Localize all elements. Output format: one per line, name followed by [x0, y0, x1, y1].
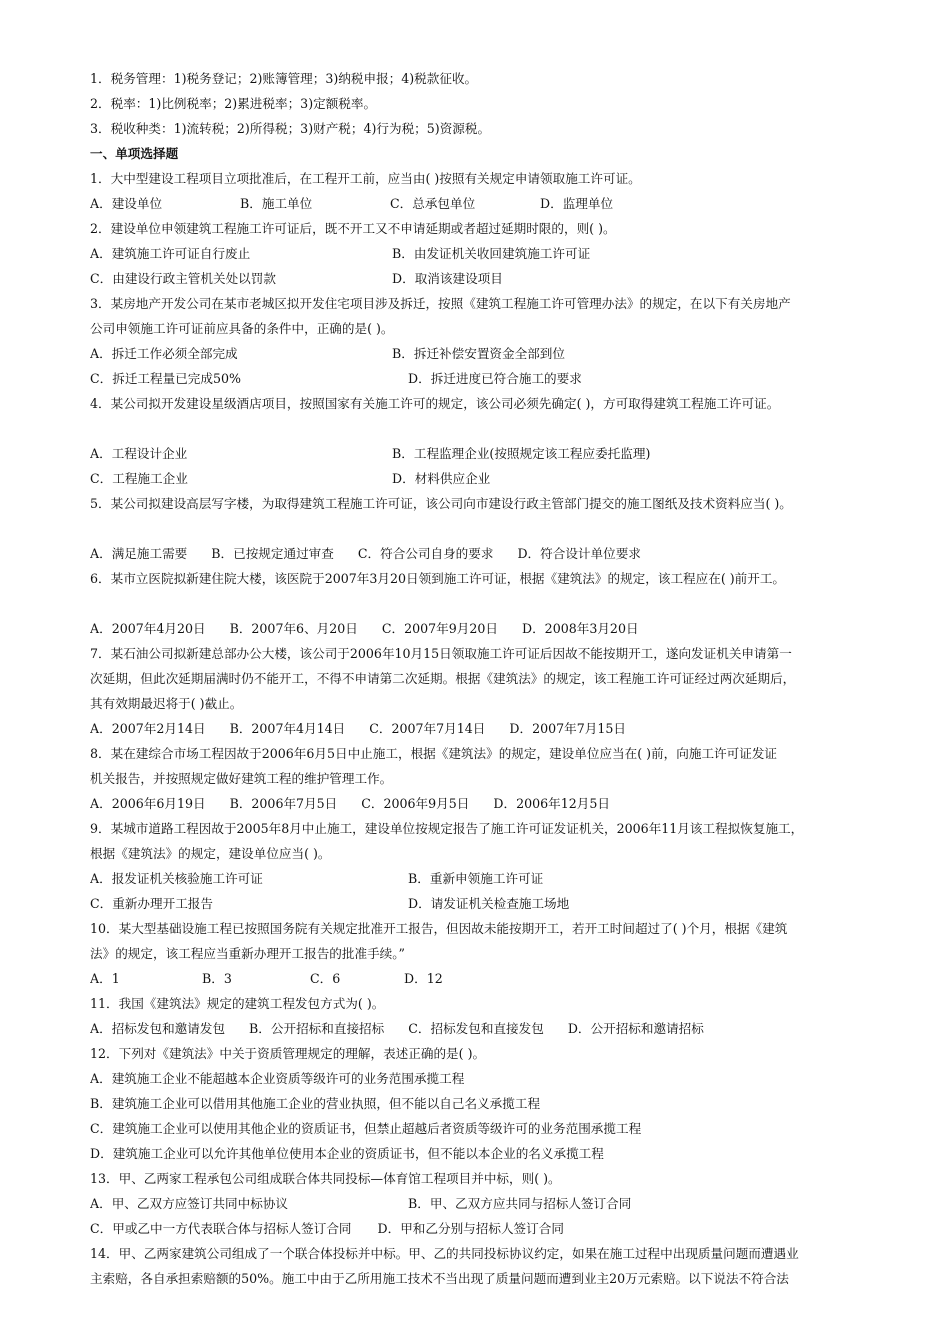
question-3-options-row-2 — [90, 366, 910, 391]
question-10-options — [90, 966, 910, 991]
option-c: C．6 — [310, 971, 341, 986]
question-1-stem: 1．大中型建设工程项目立项批准后，在工程开工前，应当由( )按照有关规定申请领取施工许可证。 — [90, 171, 641, 186]
question-7-options — [90, 716, 910, 741]
question-12-stem: 12．下列对《建筑法》中关于资质管理规定的理解，表述正确的是( )。 — [90, 1046, 486, 1061]
option-b: B．已按规定通过审查 — [211, 546, 334, 561]
option-c: C．符合公司自身的要求 — [357, 546, 494, 561]
intro-line-2: 2．税率：1)比例税率；2)累进税率；3)定额税率。 — [90, 96, 377, 111]
question-7-stem-line-1: 7．某石油公司拟新建总部办公大楼，该公司于2006年10月15日领取施工许可证后因故不能按期开工，遂向发证机关申请第一 — [90, 646, 792, 661]
question-11-options — [90, 1016, 910, 1041]
question-4-options-row-1 — [90, 441, 910, 466]
question-10-stem-line-1: 10．某大型基础设施工程已按照国务院有关规定批准开工报告，但因故未能按期开工，若开工时间超过了( )个月，根据《建筑 — [90, 921, 788, 936]
question-3-stem-line-2: 公司申领施工许可证前应具备的条件中，正确的是( )。 — [90, 321, 394, 336]
option-a: A．2007年4月20日 — [90, 621, 206, 636]
question-9-options-row-2 — [90, 891, 910, 916]
question-6-options — [90, 616, 910, 641]
option-d: D．甲和乙分别与招标人签订合同 — [377, 1221, 564, 1236]
option-c: C．2006年9月5日 — [361, 796, 470, 811]
option-b: B．2007年6、月20日 — [229, 621, 358, 636]
question-2-stem: 2．建设单位申领建筑工程施工许可证后，既不开工又不申请延期或者超过延期时限的，则( )。 — [90, 221, 616, 236]
question-13-options-row-1 — [90, 1191, 910, 1216]
option-c: C．总承包单位 — [390, 196, 476, 211]
question-3-options-row-1 — [90, 341, 910, 366]
question-14-stem-line-1: 14．甲、乙两家建筑公司组成了一个联合体投标并中标。甲、乙的共同投标协议约定，如果在施工过程中出现质量问题而遭遇业 — [90, 1246, 799, 1261]
option-b: B．工程监理企业(按照规定该工程应委托监理) — [392, 446, 651, 461]
question-14-stem-line-2: 主索赔，各自承担索赔额的50%。施工中由于乙所用施工技术不当出现了质量问题而遭到业主20万元索赔。以下说法不符合法 — [90, 1271, 789, 1286]
question-2-options-row-1 — [90, 241, 910, 266]
question-10-stem-line-2: 法》的规定，该工程应当重新办理开工报告的批准手续。” — [90, 946, 405, 961]
option-c: C．拆迁工程量已完成50% — [90, 371, 241, 386]
option-d: D．2008年3月20日 — [521, 621, 639, 636]
question-9-stem-line-2: 根据《建筑法》的规定，建设单位应当( )。 — [90, 846, 331, 861]
intro-line-1: 1．税务管理：1)税务登记；2)账簿管理；3)纳税申报；4)税款征收。 — [90, 71, 478, 86]
blank-line — [90, 516, 910, 541]
option-d: D．取消该建设项目 — [392, 271, 503, 286]
blank-line — [90, 591, 910, 616]
question-4-stem: 4．某公司拟开发建设星级酒店项目，按照国家有关施工许可的规定，该公司必须先确定( )，方可取得建筑工程施工许可证。 — [90, 396, 780, 411]
question-8-stem-line-2: 机关报告，并按照规定做好建筑工程的维护管理工作。 — [90, 771, 393, 786]
option-a: A．满足施工需要 — [90, 546, 188, 561]
blank-line — [90, 416, 910, 441]
option-a: A．拆迁工作必须全部完成 — [90, 346, 238, 361]
option-a: A．2006年6月19日 — [90, 796, 206, 811]
option-c: C．重新办理开工报告 — [90, 896, 213, 911]
option-d: D．材料供应企业 — [392, 471, 491, 486]
option-a: A．1 — [90, 971, 120, 986]
option-c: C．建筑施工企业可以使用其他企业的资质证书，但禁止超越后者资质等级许可的业务范围承揽工程 — [90, 1121, 642, 1136]
option-b: B．施工单位 — [240, 196, 313, 211]
intro-line-3: 3．税收种类：1)流转税；2)所得税；3)财产税；4)行为税；5)资源税。 — [90, 121, 491, 136]
option-d: D．公开招标和邀请招标 — [567, 1021, 704, 1036]
question-7-stem-line-3: 其有效期最迟将于( )截止。 — [90, 696, 243, 711]
option-d: D．12 — [404, 971, 443, 986]
option-b: B．建筑施工企业可以借用其他施工企业的营业执照，但不能以自己名义承揽工程 — [90, 1096, 541, 1111]
option-c: C．工程施工企业 — [90, 471, 188, 486]
question-13-options-row-2 — [90, 1216, 910, 1241]
question-9-stem-line-1: 9．某城市道路工程因故于2005年8月中止施工，建设单位按规定报告了施工许可证发证机关，2006年11月该工程拟恢复施工， — [90, 821, 804, 836]
option-a: A．甲、乙双方应签订共同中标协议 — [90, 1196, 289, 1211]
option-a: A．建设单位 — [90, 196, 163, 211]
question-3-stem-line-1: 3．某房地产开发公司在某市老城区拟开发住宅项目涉及拆迁，按照《建筑工程施工许可管理办法》的规定，在以下有关房地产 — [90, 296, 791, 311]
option-b: B．重新申领施工许可证 — [408, 871, 544, 886]
option-b: B．甲、乙双方应共同与招标人签订合同 — [408, 1196, 632, 1211]
option-a: A．报发证机关核验施工许可证 — [90, 871, 263, 886]
section-title: 一、单项选择题 — [90, 146, 179, 161]
option-c: C．由建设行政主管机关处以罚款 — [90, 271, 276, 286]
option-d: D．监理单位 — [540, 196, 614, 211]
question-8-stem-line-1: 8．某在建综合市场工程因故于2006年6月5日中止施工，根据《建筑法》的规定，建设单位应当在( )前，向施工许可证发证 — [90, 746, 778, 761]
option-d: D．符合设计单位要求 — [517, 546, 641, 561]
option-a: A．2007年2月14日 — [90, 721, 206, 736]
question-6-stem: 6．某市立医院拟新建住院大楼，该医院于2007年3月20日领到施工许可证，根据《建筑法》的规定，该工程应在( )前开工。 — [90, 571, 786, 586]
question-5-stem: 5．某公司拟建设高层写字楼，为取得建筑工程施工许可证，该公司向市建设行政主管部门提交的施工图纸及技术资料应当( )。 — [90, 496, 792, 511]
question-1-options — [90, 191, 910, 216]
option-b: B．2007年4月14日 — [229, 721, 346, 736]
option-b: B．拆迁补偿安置资金全部到位 — [392, 346, 565, 361]
option-b: B．公开招标和直接招标 — [249, 1021, 385, 1036]
option-c: C．2007年7月14日 — [369, 721, 486, 736]
question-13-stem: 13．甲、乙两家工程承包公司组成联合体共同投标—体育馆工程项目并中标，则( )。 — [90, 1171, 561, 1186]
option-a: A．建筑施工企业不能超越本企业资质等级许可的业务范围承揽工程 — [90, 1071, 465, 1086]
option-d: D．2007年7月15日 — [509, 721, 626, 736]
question-5-options — [90, 541, 910, 566]
option-b: B．由发证机关收回建筑施工许可证 — [392, 246, 591, 261]
question-11-stem: 11．我国《建筑法》规定的建筑工程发包方式为( )。 — [90, 996, 385, 1011]
question-4-options-row-2 — [90, 466, 910, 491]
option-d: D．2006年12月5日 — [493, 796, 610, 811]
option-b: B．3 — [202, 971, 232, 986]
question-7-stem-line-2: 次延期，但此次延期届满时仍不能开工，不得不申请第二次延期。根据《建筑法》的规定，该工程施工许可证经过两次延期后， — [90, 671, 796, 686]
option-a: A．招标发包和邀请发包 — [90, 1021, 226, 1036]
option-d: D．拆迁进度已符合施工的要求 — [408, 371, 582, 386]
option-d: D．建筑施工企业可以允许其他单位使用本企业的资质证书，但不能以本企业的名义承揽工程 — [90, 1146, 604, 1161]
option-c: C．招标发包和直接发包 — [408, 1021, 544, 1036]
option-a: A．建筑施工许可证自行废止 — [90, 246, 251, 261]
option-c: C．甲或乙中一方代表联合体与招标人签订合同 — [90, 1221, 352, 1236]
option-a: A．工程设计企业 — [90, 446, 188, 461]
question-9-options-row-1 — [90, 866, 910, 891]
question-2-options-row-2 — [90, 266, 910, 291]
option-d: D．请发证机关检查施工场地 — [408, 896, 570, 911]
option-c: C．2007年9月20日 — [381, 621, 498, 636]
option-b: B．2006年7月5日 — [229, 796, 338, 811]
question-8-options — [90, 791, 910, 816]
